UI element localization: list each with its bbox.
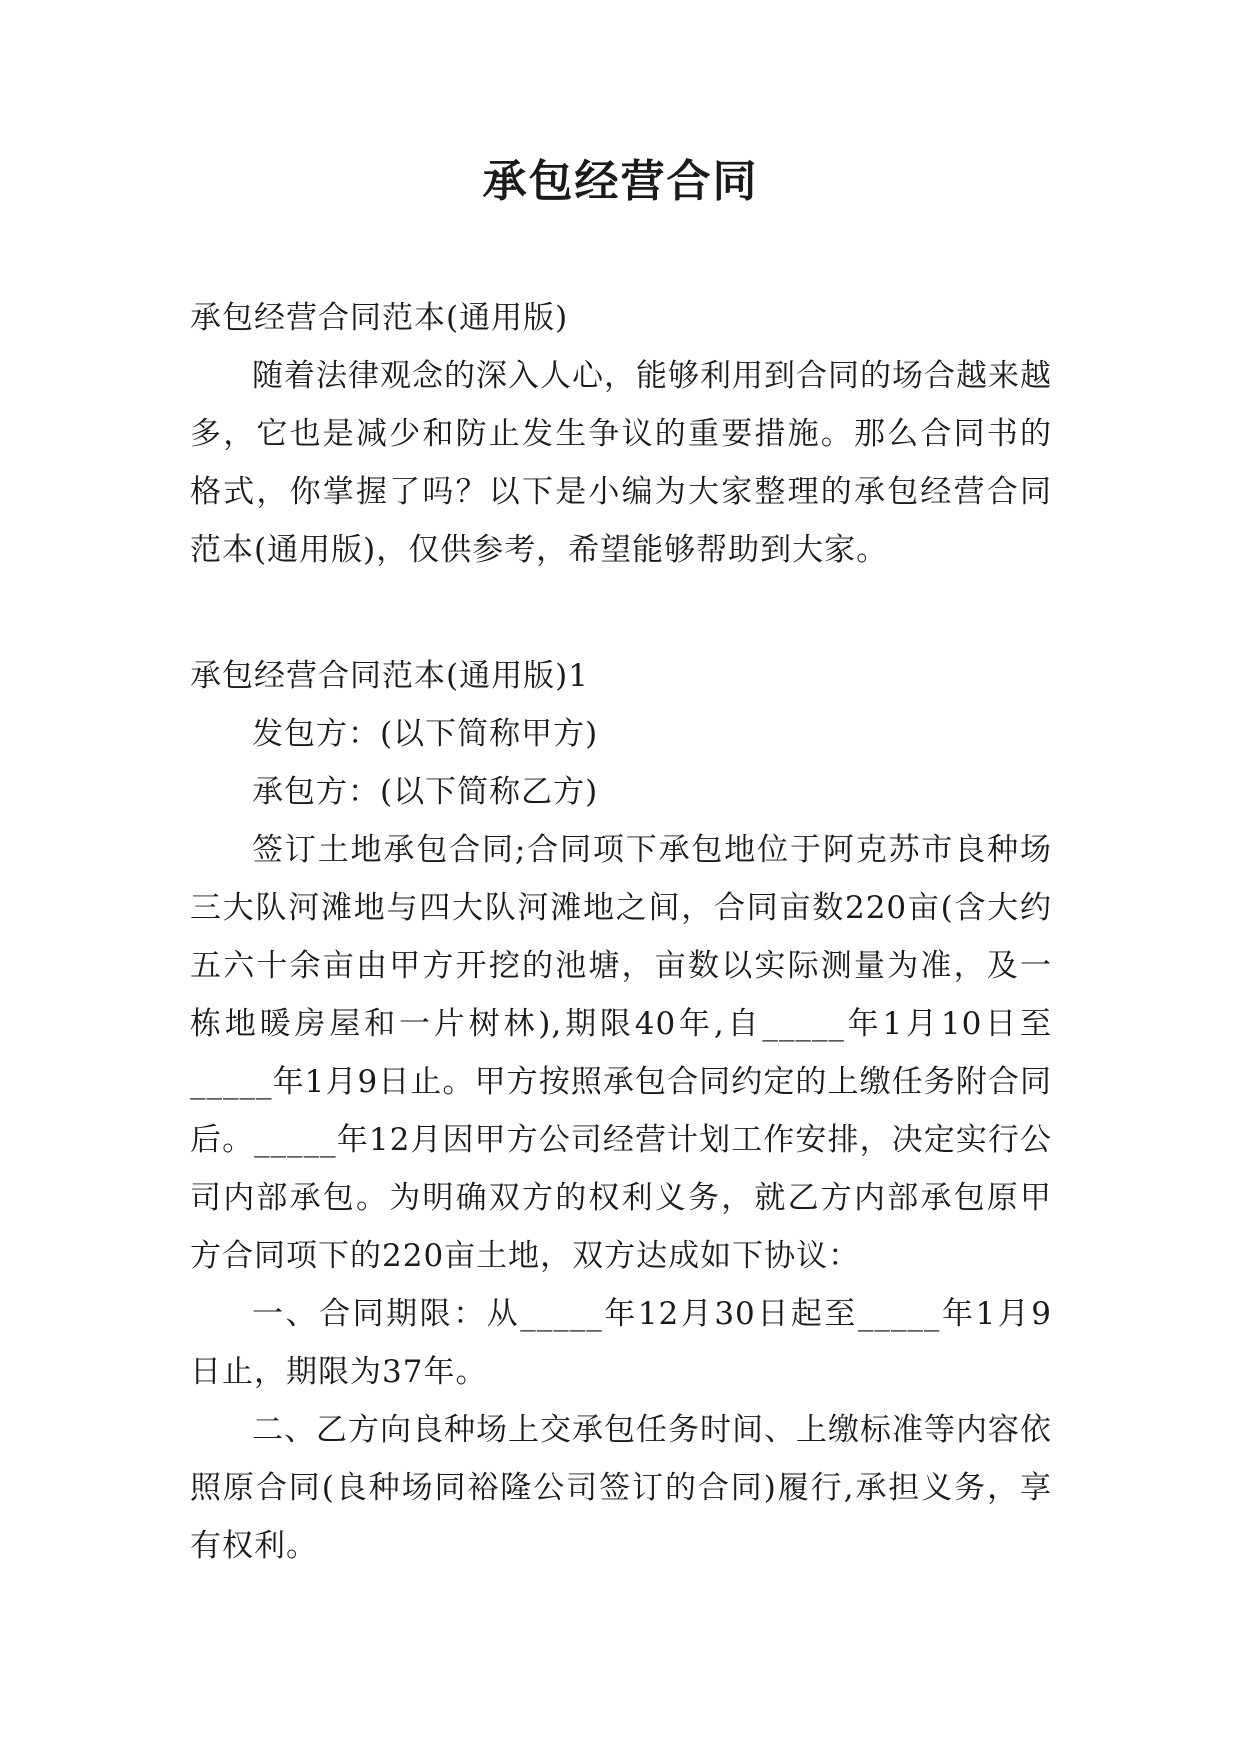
party-a-line: 发包方：(以下简称甲方) [252,716,599,752]
subtitle-paragraph: 承包经营合同范本(通用版) [190,300,569,336]
intro-paragraph: 随着法律观念的深入人心，能够利用到合同的场合越来越多，它也是减少和防止发生争议的重要措施。那么合同书的格式，你掌握了吗？以下是小编为大家整理的承包经营合同范本(通用版)，仅供参考，希望能够帮助到大家。 [190,358,1052,568]
document-title: 承包经营合同 [482,156,759,207]
party-b-line: 承包方：(以下简称乙方) [252,774,599,810]
clause-2-obligations: 二、乙方向良种场上交承包任务时间、上缴标准等内容依照原合同(良种场同裕隆公司签订的合同)履行,承担义务，享有权利。 [190,1412,1052,1564]
document-body [190,289,1052,1575]
clause-1-term: 一、合同期限：从_____年12月30日起至_____年1月9日止，期限为37年。 [190,1296,1052,1390]
contract-background-paragraph: 签订土地承包合同;合同项下承包地位于阿克苏市良种场三大队河滩地与四大队河滩地之间，合同亩数220亩(含大约五六十余亩由甲方开挖的池塘，亩数以实际测量为准，及一栋地暖房屋和一片树林),期限40年,自_____年1月10日至_____年1月9日止。甲方按照承包合同约定的上缴任务附合同后。_____年12月因甲方公司经营计划工作安排，决定实行公司内部承包。为明确双方的权利义务，就乙方内部承包原甲方合同项下的220亩土地，双方达成如下协议： [190,832,1052,1274]
section-heading: 承包经营合同范本(通用版)1 [190,658,589,694]
